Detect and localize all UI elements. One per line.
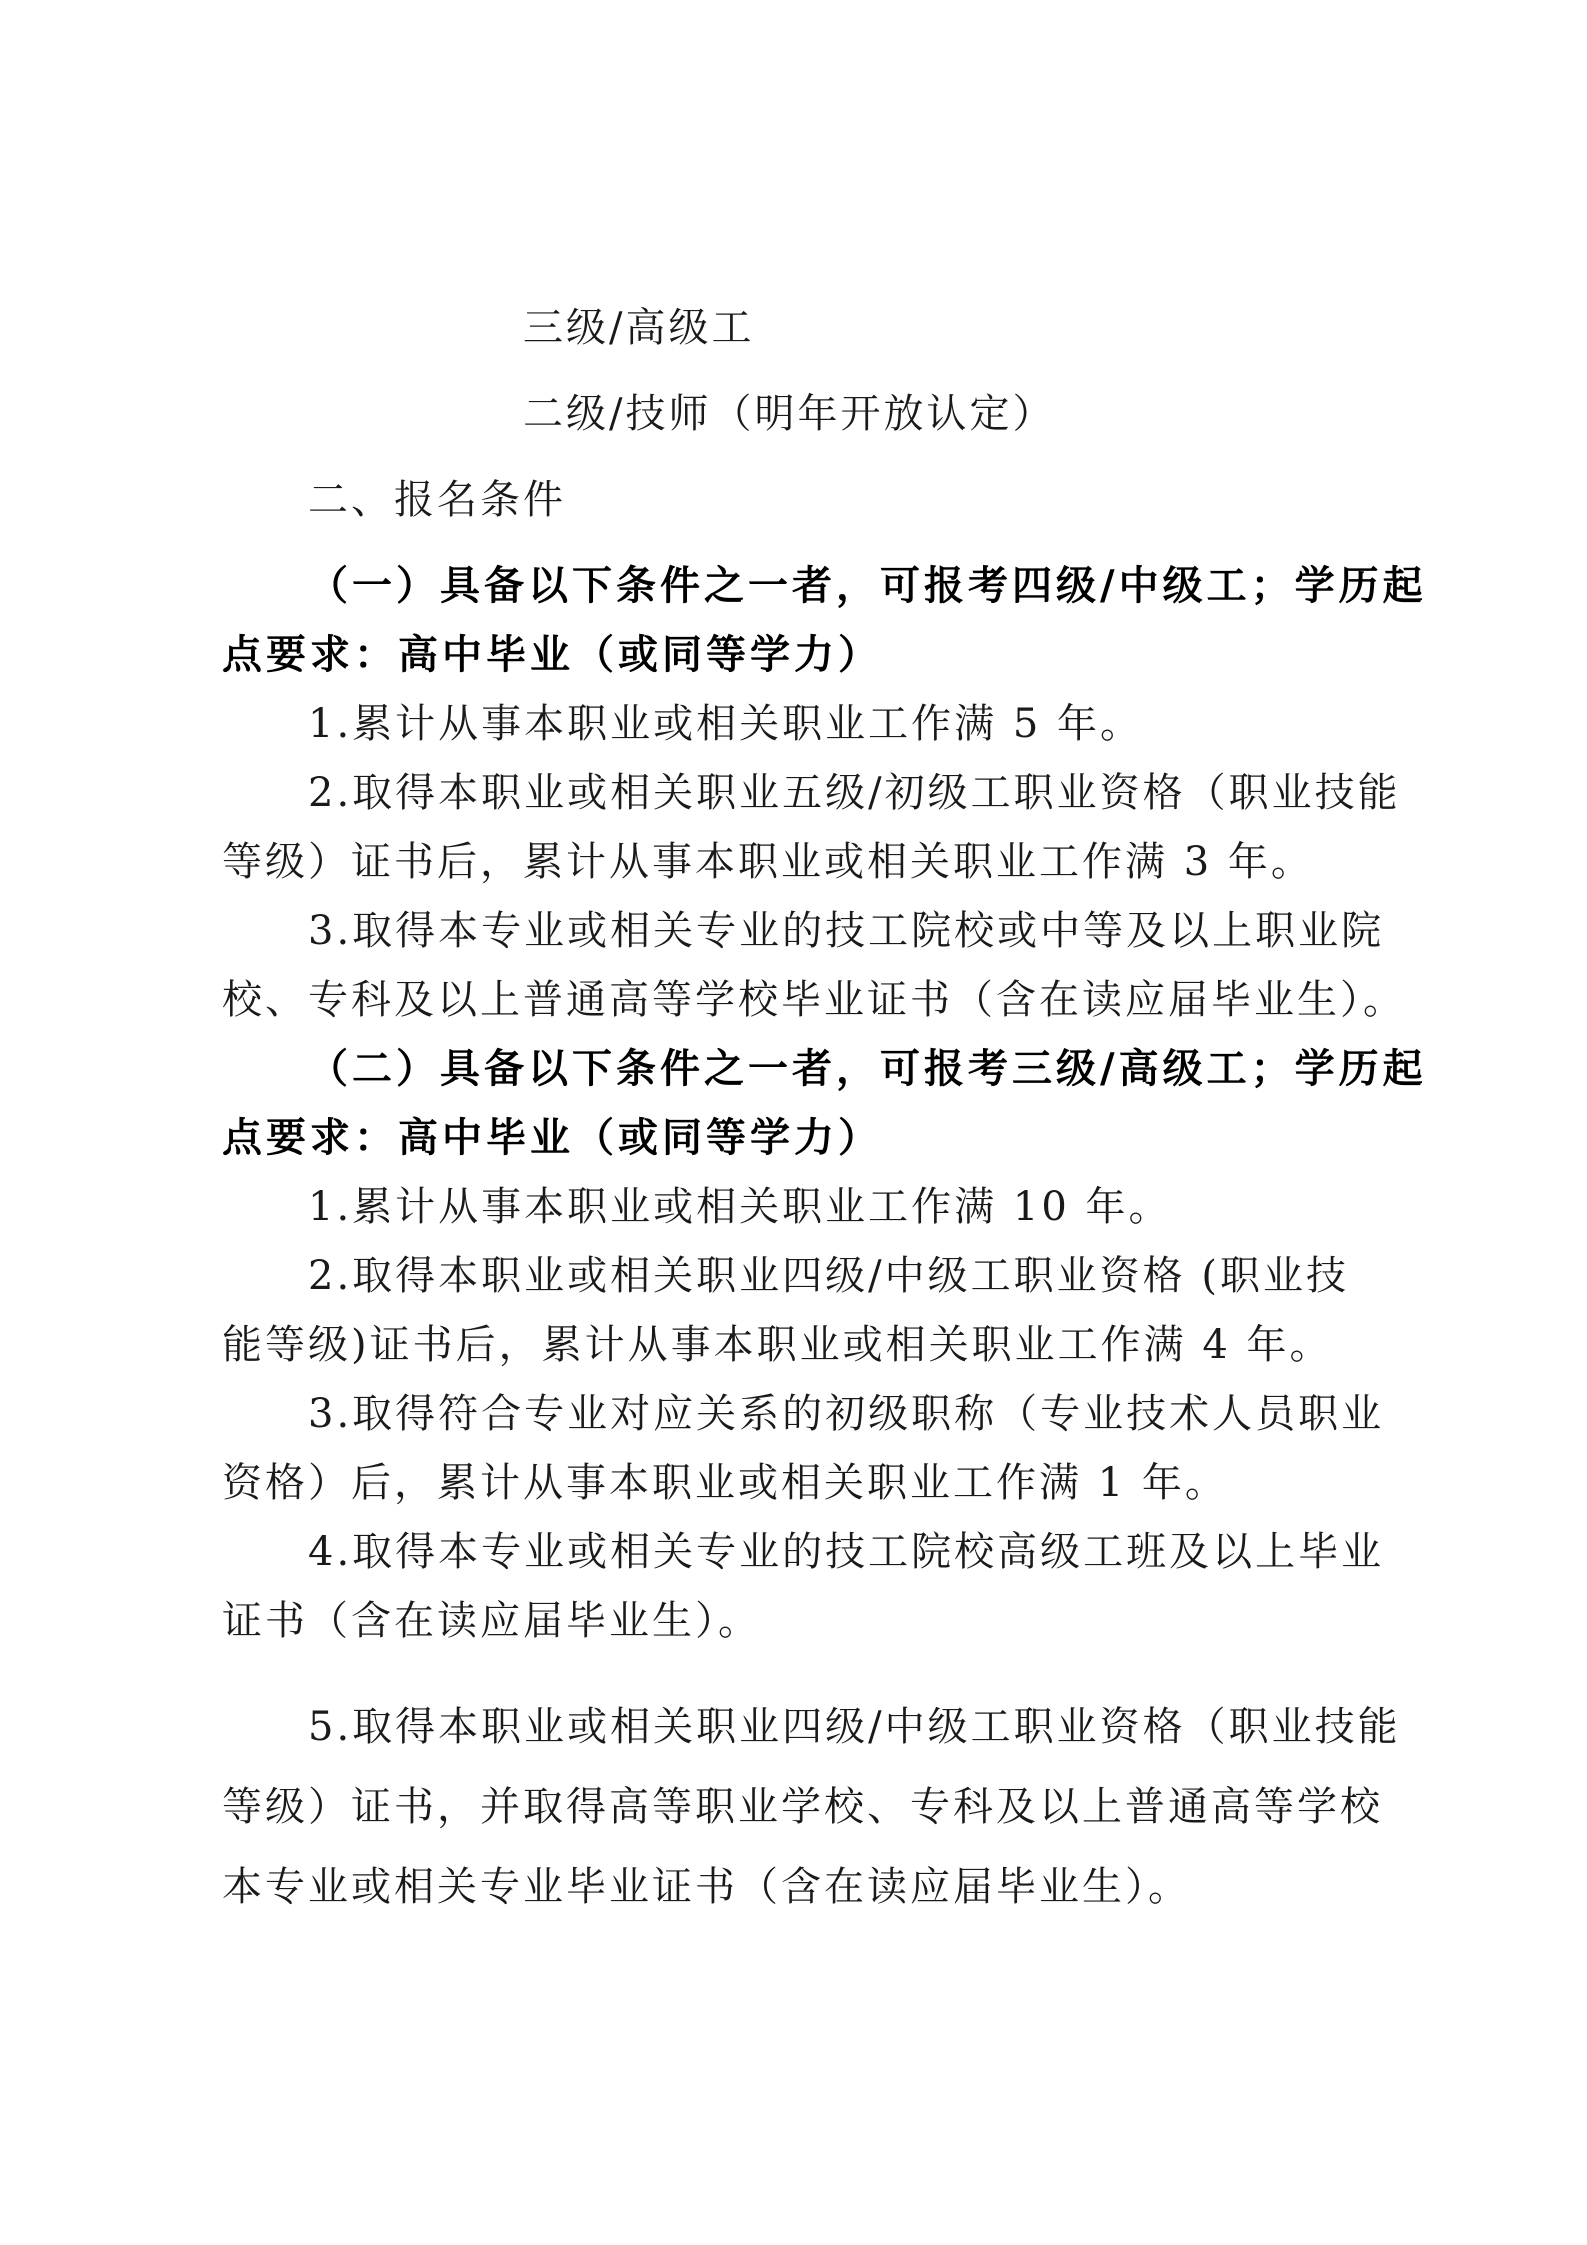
group1-item2-line1: 2.取得本职业或相关职业五级/初级工职业资格（职业技能	[308, 770, 1401, 816]
group2-item1: 1.累计从事本职业或相关职业工作满 10 年。	[308, 1184, 1172, 1230]
group1-item3-line2: 校、专科及以上普通高等学校毕业证书（含在读应届毕业生）。	[222, 977, 1406, 1023]
group2-heading-line2: 点要求：高中毕业（或同等学力）	[222, 1114, 882, 1161]
group1-item1: 1.累计从事本职业或相关职业工作满 5 年。	[308, 701, 1144, 747]
group2-item2-line1: 2.取得本职业或相关职业四级/中级工职业资格 (职业技	[308, 1253, 1349, 1299]
level-3-line: 三级/高级工	[523, 305, 755, 351]
group2-heading-line1: （二）具备以下条件之一者，可报考三级/高级工；学历起	[308, 1045, 1427, 1092]
group2-item4-line2: 证书（含在读应届毕业生）。	[222, 1598, 761, 1644]
level-2-line: 二级/技师（明年开放认定）	[523, 391, 1056, 437]
group2-item5-line3: 本专业或相关专业毕业证书（含在读应届毕业生）。	[222, 1864, 1191, 1910]
group2-item3-line2: 资格）后，累计从事本职业或相关职业工作满 1 年。	[222, 1460, 1228, 1506]
group2-item5-line1: 5.取得本职业或相关职业四级/中级工职业资格（职业技能	[308, 1704, 1401, 1750]
group1-heading-line2: 点要求：高中毕业（或同等学力）	[222, 631, 882, 678]
group2-item2-line2: 能等级)证书后，累计从事本职业或相关职业工作满 4 年。	[222, 1322, 1333, 1368]
group2-item3-line1: 3.取得符合专业对应关系的初级职称（专业技术人员职业	[308, 1391, 1385, 1437]
section-heading: 二、报名条件	[308, 477, 566, 523]
group1-item3-line1: 3.取得本专业或相关专业的技工院校或中等及以上职业院	[308, 908, 1385, 954]
group2-item4-line1: 4.取得本专业或相关专业的技工院校高级工班及以上毕业	[308, 1529, 1385, 1575]
group2-item5-line2: 等级）证书，并取得高等职业学校、专科及以上普通高等学校	[222, 1784, 1383, 1830]
group1-item2-line2: 等级）证书后，累计从事本职业或相关职业工作满 3 年。	[222, 839, 1314, 885]
group1-heading-line1: （一）具备以下条件之一者，可报考四级/中级工；学历起	[308, 562, 1427, 609]
